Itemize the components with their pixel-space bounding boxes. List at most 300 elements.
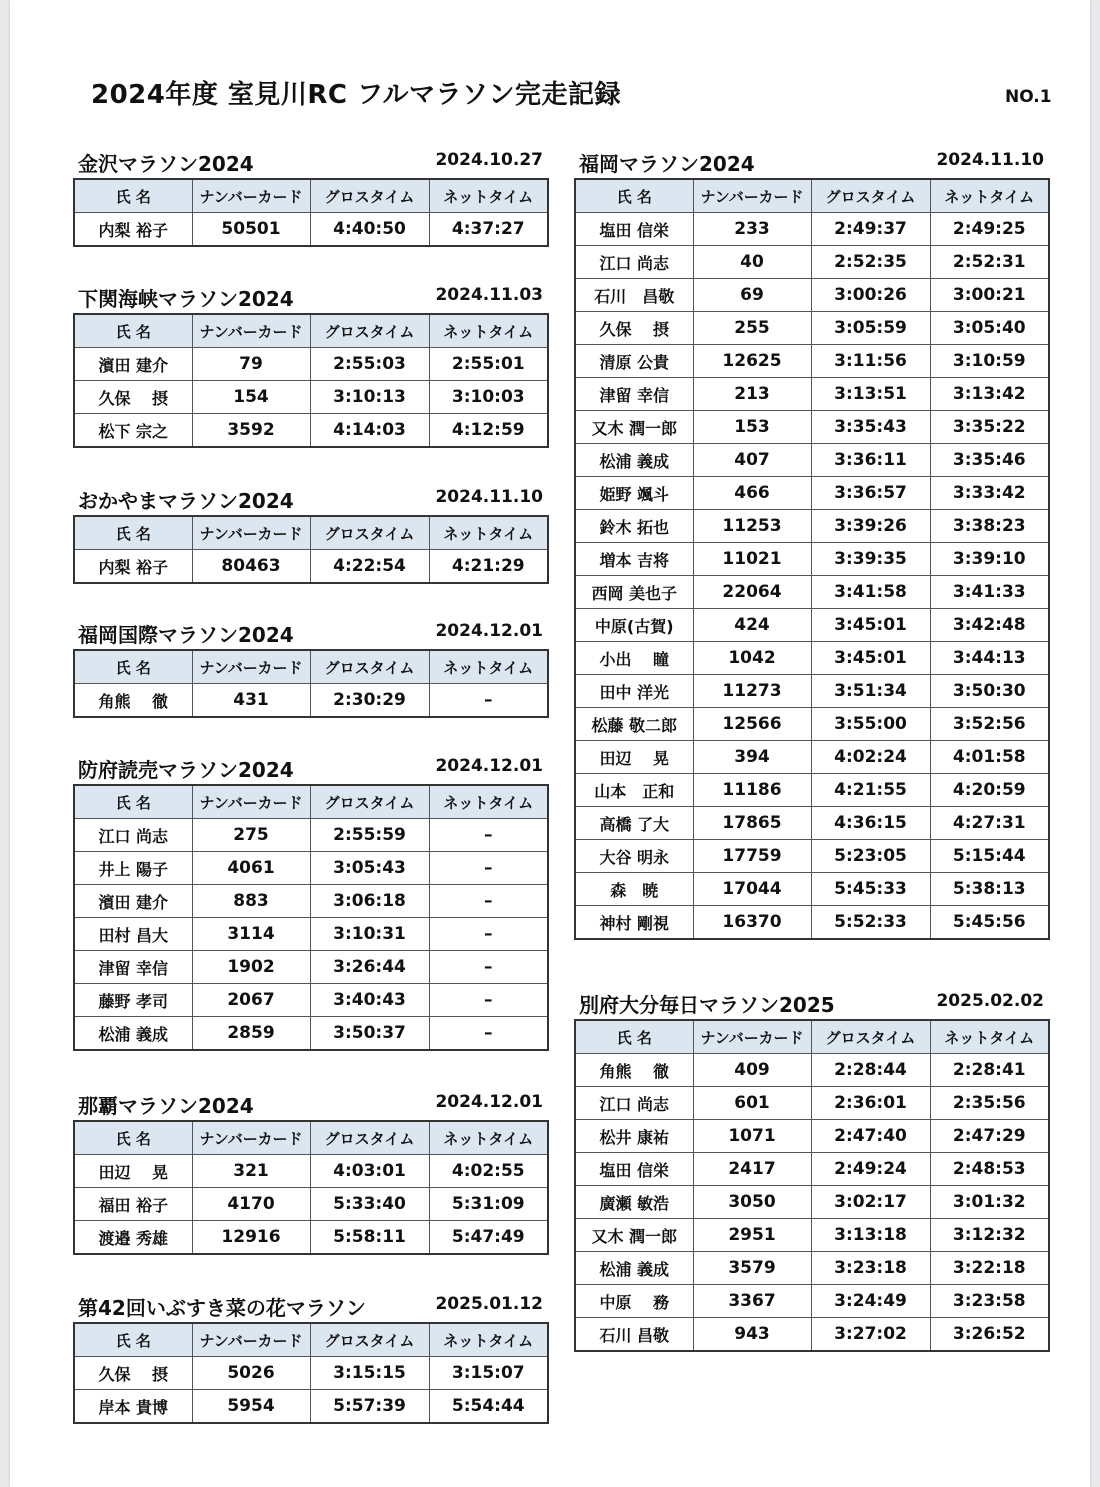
bib-number: 153 bbox=[693, 411, 811, 444]
gross-time: 2:30:29 bbox=[310, 684, 429, 718]
column-header: ネットタイム bbox=[429, 1323, 548, 1357]
race-header bbox=[73, 283, 547, 313]
table-row bbox=[575, 873, 1049, 906]
runner-name: 松浦 義成 bbox=[575, 444, 693, 477]
race-name: 金沢マラソン2024 bbox=[78, 152, 254, 176]
race-header bbox=[73, 754, 547, 784]
runner-name: 中原(古賀) bbox=[575, 609, 693, 642]
table-row bbox=[74, 414, 548, 448]
net-time: 3:44:13 bbox=[930, 642, 1049, 675]
bib-number: 22064 bbox=[693, 576, 811, 609]
gross-time: 3:13:51 bbox=[811, 378, 930, 411]
net-time: 5:45:56 bbox=[930, 906, 1049, 940]
race-block bbox=[73, 148, 547, 247]
gross-time: 3:05:43 bbox=[310, 852, 429, 885]
gross-time: 3:27:02 bbox=[811, 1318, 930, 1352]
runner-name: 久保 摂 bbox=[74, 381, 192, 414]
net-time: – bbox=[429, 885, 548, 918]
net-time: 3:35:46 bbox=[930, 444, 1049, 477]
net-time: 3:41:33 bbox=[930, 576, 1049, 609]
net-time: – bbox=[429, 984, 548, 1017]
column-header: グロスタイム bbox=[310, 1323, 429, 1357]
column-header: ナンバーカード bbox=[192, 1121, 310, 1155]
bib-number: 11273 bbox=[693, 675, 811, 708]
race-header bbox=[73, 1090, 547, 1120]
results-table bbox=[73, 313, 549, 448]
runner-name: 松藤 敬二郎 bbox=[575, 708, 693, 741]
column-header: ナンバーカード bbox=[693, 1020, 811, 1054]
runner-name: 又木 潤一郎 bbox=[575, 1219, 693, 1252]
bib-number: 4061 bbox=[192, 852, 310, 885]
bib-number: 79 bbox=[192, 348, 310, 381]
table-row bbox=[74, 684, 548, 718]
results-table bbox=[73, 515, 549, 584]
gross-time: 3:00:26 bbox=[811, 279, 930, 312]
net-time: 3:22:18 bbox=[930, 1252, 1049, 1285]
column-header: 氏 名 bbox=[74, 1121, 192, 1155]
runner-name: 江口 尚志 bbox=[74, 819, 192, 852]
column-header: ナンバーカード bbox=[693, 179, 811, 213]
gross-time: 3:15:15 bbox=[310, 1357, 429, 1390]
race-block bbox=[73, 1292, 547, 1424]
table-row bbox=[575, 312, 1049, 345]
runner-name: 久保 摂 bbox=[575, 312, 693, 345]
bib-number: 1071 bbox=[693, 1120, 811, 1153]
column-header: グロスタイム bbox=[310, 314, 429, 348]
runner-name: 増本 吉将 bbox=[575, 543, 693, 576]
race-header bbox=[73, 1292, 547, 1322]
net-time: 3:15:07 bbox=[429, 1357, 548, 1390]
table-row bbox=[74, 819, 548, 852]
runner-name: 角熊 徹 bbox=[575, 1054, 693, 1087]
bib-number: 3114 bbox=[192, 918, 310, 951]
net-time: 3:35:22 bbox=[930, 411, 1049, 444]
race-block bbox=[73, 619, 547, 718]
net-time: 2:35:56 bbox=[930, 1087, 1049, 1120]
net-time: – bbox=[429, 819, 548, 852]
runner-name: 内梨 裕子 bbox=[74, 550, 192, 584]
net-time: 3:13:42 bbox=[930, 378, 1049, 411]
runner-name: 田村 昌大 bbox=[74, 918, 192, 951]
table-row bbox=[575, 543, 1049, 576]
table-row bbox=[575, 576, 1049, 609]
gross-time: 2:36:01 bbox=[811, 1087, 930, 1120]
net-time: 5:38:13 bbox=[930, 873, 1049, 906]
gross-time: 3:10:13 bbox=[310, 381, 429, 414]
runner-name: 神村 剛視 bbox=[575, 906, 693, 940]
table-row bbox=[74, 984, 548, 1017]
table-row bbox=[575, 840, 1049, 873]
table-row bbox=[575, 1252, 1049, 1285]
gross-time: 3:36:11 bbox=[811, 444, 930, 477]
gross-time: 4:02:24 bbox=[811, 741, 930, 774]
gross-time: 3:41:58 bbox=[811, 576, 930, 609]
page-number: NO.1 bbox=[1005, 87, 1052, 107]
runner-name: 塩田 信栄 bbox=[575, 213, 693, 246]
gross-time: 4:36:15 bbox=[811, 807, 930, 840]
runner-name: 江口 尚志 bbox=[575, 1087, 693, 1120]
bib-number: 5026 bbox=[192, 1357, 310, 1390]
gross-time: 2:52:35 bbox=[811, 246, 930, 279]
column-header: ネットタイム bbox=[930, 1020, 1049, 1054]
table-row bbox=[74, 1357, 548, 1390]
gross-time: 5:57:39 bbox=[310, 1390, 429, 1424]
net-time: 3:10:03 bbox=[429, 381, 548, 414]
net-time: – bbox=[429, 684, 548, 718]
race-name: 第42回いぶすき菜の花マラソン bbox=[78, 1296, 366, 1320]
race-date: 2024.11.10 bbox=[936, 150, 1044, 170]
net-time: – bbox=[429, 852, 548, 885]
gross-time: 3:36:57 bbox=[811, 477, 930, 510]
runner-name: 西岡 美也子 bbox=[575, 576, 693, 609]
table-row bbox=[575, 345, 1049, 378]
gross-time: 4:40:50 bbox=[310, 213, 429, 247]
net-time: 3:01:32 bbox=[930, 1186, 1049, 1219]
column-header: ネットタイム bbox=[429, 314, 548, 348]
runner-name: 内梨 裕子 bbox=[74, 213, 192, 247]
bib-number: 12625 bbox=[693, 345, 811, 378]
gross-time: 2:55:59 bbox=[310, 819, 429, 852]
race-name: 福岡国際マラソン2024 bbox=[78, 623, 294, 647]
column-header: ナンバーカード bbox=[192, 314, 310, 348]
table-row bbox=[575, 1087, 1049, 1120]
table-row bbox=[575, 444, 1049, 477]
column-header: ナンバーカード bbox=[192, 650, 310, 684]
race-header bbox=[73, 485, 547, 515]
net-time: 3:38:23 bbox=[930, 510, 1049, 543]
table-row bbox=[575, 279, 1049, 312]
gross-time: 3:10:31 bbox=[310, 918, 429, 951]
bib-number: 3579 bbox=[693, 1252, 811, 1285]
column-header: 氏 名 bbox=[74, 314, 192, 348]
net-time: 4:27:31 bbox=[930, 807, 1049, 840]
runner-name: 渡邉 秀雄 bbox=[74, 1221, 192, 1255]
runner-name: 角熊 徹 bbox=[74, 684, 192, 718]
race-block bbox=[574, 148, 1048, 940]
net-time: – bbox=[429, 1017, 548, 1051]
table-row bbox=[575, 1186, 1049, 1219]
table-row bbox=[575, 378, 1049, 411]
race-date: 2024.12.01 bbox=[435, 1092, 543, 1112]
runner-name: 塩田 信栄 bbox=[575, 1153, 693, 1186]
table-row bbox=[575, 1054, 1049, 1087]
table-header-row bbox=[74, 314, 548, 348]
document-title: 2024年度 室見川RC フルマラソン完走記録 bbox=[91, 80, 622, 110]
runner-name: 福田 裕子 bbox=[74, 1188, 192, 1221]
table-row bbox=[74, 951, 548, 984]
column-header: グロスタイム bbox=[310, 516, 429, 550]
column-header: 氏 名 bbox=[575, 179, 693, 213]
table-row bbox=[575, 708, 1049, 741]
table-row bbox=[74, 213, 548, 247]
bib-number: 2067 bbox=[192, 984, 310, 1017]
table-row bbox=[74, 1017, 548, 1051]
bib-number: 394 bbox=[693, 741, 811, 774]
race-name: 下関海峡マラソン2024 bbox=[78, 287, 294, 311]
column-header: グロスタイム bbox=[310, 785, 429, 819]
table-row bbox=[575, 477, 1049, 510]
gross-time: 5:33:40 bbox=[310, 1188, 429, 1221]
table-row bbox=[74, 885, 548, 918]
bib-number: 5954 bbox=[192, 1390, 310, 1424]
runner-name: 久保 摂 bbox=[74, 1357, 192, 1390]
net-time: 3:12:32 bbox=[930, 1219, 1049, 1252]
gross-time: 3:51:34 bbox=[811, 675, 930, 708]
column-header: グロスタイム bbox=[310, 650, 429, 684]
bib-number: 255 bbox=[693, 312, 811, 345]
table-row bbox=[575, 741, 1049, 774]
gross-time: 3:50:37 bbox=[310, 1017, 429, 1051]
net-time: 4:20:59 bbox=[930, 774, 1049, 807]
results-table bbox=[574, 178, 1050, 940]
net-time: 3:50:30 bbox=[930, 675, 1049, 708]
net-time: 2:28:41 bbox=[930, 1054, 1049, 1087]
gross-time: 3:40:43 bbox=[310, 984, 429, 1017]
runner-name: 姫野 颯斗 bbox=[575, 477, 693, 510]
net-time: 2:48:53 bbox=[930, 1153, 1049, 1186]
bib-number: 943 bbox=[693, 1318, 811, 1352]
net-time: 4:12:59 bbox=[429, 414, 548, 448]
table-row bbox=[575, 213, 1049, 246]
table-row bbox=[575, 642, 1049, 675]
gross-time: 3:06:18 bbox=[310, 885, 429, 918]
bib-number: 12916 bbox=[192, 1221, 310, 1255]
column-header: ネットタイム bbox=[429, 650, 548, 684]
runner-name: 田中 洋光 bbox=[575, 675, 693, 708]
race-block bbox=[73, 283, 547, 448]
runner-name: 高橋 了大 bbox=[575, 807, 693, 840]
net-time: 3:05:40 bbox=[930, 312, 1049, 345]
results-table bbox=[73, 649, 549, 718]
runner-name: 井上 陽子 bbox=[74, 852, 192, 885]
results-table bbox=[73, 1322, 549, 1424]
column-header: ナンバーカード bbox=[192, 1323, 310, 1357]
runner-name: 小出 瞳 bbox=[575, 642, 693, 675]
column-header: 氏 名 bbox=[74, 1323, 192, 1357]
table-row bbox=[74, 348, 548, 381]
runner-name: 津留 幸信 bbox=[74, 951, 192, 984]
gross-time: 3:55:00 bbox=[811, 708, 930, 741]
column-header: ナンバーカード bbox=[192, 785, 310, 819]
net-time: 5:31:09 bbox=[429, 1188, 548, 1221]
column-header: グロスタイム bbox=[310, 179, 429, 213]
table-header-row bbox=[74, 650, 548, 684]
results-table bbox=[73, 178, 549, 247]
column-header: ネットタイム bbox=[930, 179, 1049, 213]
net-time: 3:26:52 bbox=[930, 1318, 1049, 1352]
column-header: ナンバーカード bbox=[192, 516, 310, 550]
bib-number: 40 bbox=[693, 246, 811, 279]
bib-number: 883 bbox=[192, 885, 310, 918]
net-time: 4:37:27 bbox=[429, 213, 548, 247]
race-block bbox=[73, 754, 547, 1051]
bib-number: 17759 bbox=[693, 840, 811, 873]
race-date: 2024.12.01 bbox=[435, 756, 543, 776]
race-date: 2025.01.12 bbox=[435, 1294, 543, 1314]
table-row bbox=[575, 1318, 1049, 1352]
bib-number: 3367 bbox=[693, 1285, 811, 1318]
net-time: 4:21:29 bbox=[429, 550, 548, 584]
runner-name: 岸本 貴博 bbox=[74, 1390, 192, 1424]
runner-name: 山本 正和 bbox=[575, 774, 693, 807]
runner-name: 石川 昌敬 bbox=[575, 279, 693, 312]
bib-number: 275 bbox=[192, 819, 310, 852]
gross-time: 3:26:44 bbox=[310, 951, 429, 984]
bib-number: 2417 bbox=[693, 1153, 811, 1186]
race-block bbox=[73, 485, 547, 584]
bib-number: 466 bbox=[693, 477, 811, 510]
runner-name: 中原 務 bbox=[575, 1285, 693, 1318]
gross-time: 3:05:59 bbox=[811, 312, 930, 345]
gross-time: 5:58:11 bbox=[310, 1221, 429, 1255]
net-time: 5:15:44 bbox=[930, 840, 1049, 873]
table-header-row bbox=[74, 785, 548, 819]
table-row bbox=[575, 675, 1049, 708]
bib-number: 50501 bbox=[192, 213, 310, 247]
runner-name: 石川 昌敬 bbox=[575, 1318, 693, 1352]
net-time: 2:52:31 bbox=[930, 246, 1049, 279]
bib-number: 601 bbox=[693, 1087, 811, 1120]
table-row bbox=[575, 774, 1049, 807]
runner-name: 松浦 義成 bbox=[575, 1252, 693, 1285]
net-time: 4:02:55 bbox=[429, 1155, 548, 1188]
gross-time: 2:28:44 bbox=[811, 1054, 930, 1087]
net-time: 3:23:58 bbox=[930, 1285, 1049, 1318]
gross-time: 3:45:01 bbox=[811, 609, 930, 642]
gross-time: 2:55:03 bbox=[310, 348, 429, 381]
column-header: グロスタイム bbox=[310, 1121, 429, 1155]
runner-name: 松井 康祐 bbox=[575, 1120, 693, 1153]
bib-number: 17044 bbox=[693, 873, 811, 906]
net-time: 4:01:58 bbox=[930, 741, 1049, 774]
net-time: 3:33:42 bbox=[930, 477, 1049, 510]
table-row bbox=[74, 1390, 548, 1424]
runner-name: 清原 公貴 bbox=[575, 345, 693, 378]
race-date: 2024.10.27 bbox=[435, 150, 543, 170]
gross-time: 4:21:55 bbox=[811, 774, 930, 807]
gross-time: 3:39:35 bbox=[811, 543, 930, 576]
bib-number: 213 bbox=[693, 378, 811, 411]
bib-number: 11253 bbox=[693, 510, 811, 543]
results-table bbox=[73, 784, 549, 1051]
column-header: ネットタイム bbox=[429, 1121, 548, 1155]
gross-time: 3:13:18 bbox=[811, 1219, 930, 1252]
net-time: 2:55:01 bbox=[429, 348, 548, 381]
table-header-row bbox=[74, 179, 548, 213]
column-header: 氏 名 bbox=[575, 1020, 693, 1054]
bib-number: 1902 bbox=[192, 951, 310, 984]
bib-number: 69 bbox=[693, 279, 811, 312]
bib-number: 11021 bbox=[693, 543, 811, 576]
bib-number: 17865 bbox=[693, 807, 811, 840]
table-header-row bbox=[575, 179, 1049, 213]
race-date: 2025.02.02 bbox=[936, 991, 1044, 1011]
net-time: 5:47:49 bbox=[429, 1221, 548, 1255]
runner-name: 大谷 明永 bbox=[575, 840, 693, 873]
gross-time: 5:52:33 bbox=[811, 906, 930, 940]
column-header: 氏 名 bbox=[74, 179, 192, 213]
bib-number: 2859 bbox=[192, 1017, 310, 1051]
bib-number: 431 bbox=[192, 684, 310, 718]
table-row bbox=[74, 918, 548, 951]
race-date: 2024.12.01 bbox=[435, 621, 543, 641]
runner-name: 鈴木 拓也 bbox=[575, 510, 693, 543]
runner-name: 津留 幸信 bbox=[575, 378, 693, 411]
column-header: ネットタイム bbox=[429, 785, 548, 819]
table-row bbox=[575, 246, 1049, 279]
table-row bbox=[74, 1221, 548, 1255]
table-row bbox=[575, 510, 1049, 543]
document-page bbox=[10, 0, 1090, 1487]
gross-time: 3:39:26 bbox=[811, 510, 930, 543]
net-time: – bbox=[429, 918, 548, 951]
runner-name: 濱田 建介 bbox=[74, 885, 192, 918]
net-time: 3:52:56 bbox=[930, 708, 1049, 741]
gross-time: 3:11:56 bbox=[811, 345, 930, 378]
gross-time: 2:49:37 bbox=[811, 213, 930, 246]
table-header-row bbox=[74, 1121, 548, 1155]
race-name: 那覇マラソン2024 bbox=[78, 1094, 254, 1118]
runner-name: 松下 宗之 bbox=[74, 414, 192, 448]
runner-name: 江口 尚志 bbox=[575, 246, 693, 279]
table-header-row bbox=[74, 1323, 548, 1357]
table-row bbox=[575, 807, 1049, 840]
race-header bbox=[574, 989, 1048, 1019]
bib-number: 4170 bbox=[192, 1188, 310, 1221]
gross-time: 2:47:40 bbox=[811, 1120, 930, 1153]
table-header-row bbox=[575, 1020, 1049, 1054]
gross-time: 3:45:01 bbox=[811, 642, 930, 675]
table-row bbox=[74, 381, 548, 414]
gross-time: 2:49:24 bbox=[811, 1153, 930, 1186]
column-header: 氏 名 bbox=[74, 785, 192, 819]
table-row bbox=[74, 1188, 548, 1221]
gross-time: 4:03:01 bbox=[310, 1155, 429, 1188]
bib-number: 12566 bbox=[693, 708, 811, 741]
gross-time: 4:22:54 bbox=[310, 550, 429, 584]
table-row bbox=[575, 609, 1049, 642]
gross-time: 5:45:33 bbox=[811, 873, 930, 906]
table-row bbox=[575, 1219, 1049, 1252]
runner-name: 田辺 晃 bbox=[74, 1155, 192, 1188]
race-name: おかやまマラソン2024 bbox=[78, 489, 294, 513]
column-header: 氏 名 bbox=[74, 516, 192, 550]
column-header: 氏 名 bbox=[74, 650, 192, 684]
column-header: ネットタイム bbox=[429, 516, 548, 550]
race-name: 防府読売マラソン2024 bbox=[78, 758, 294, 782]
results-table bbox=[73, 1120, 549, 1255]
table-row bbox=[575, 1285, 1049, 1318]
race-date: 2024.11.10 bbox=[435, 487, 543, 507]
bib-number: 154 bbox=[192, 381, 310, 414]
net-time: 2:47:29 bbox=[930, 1120, 1049, 1153]
net-time: – bbox=[429, 951, 548, 984]
race-name: 福岡マラソン2024 bbox=[579, 152, 755, 176]
gross-time: 3:35:43 bbox=[811, 411, 930, 444]
results-table bbox=[574, 1019, 1050, 1352]
gross-time: 3:23:18 bbox=[811, 1252, 930, 1285]
bib-number: 1042 bbox=[693, 642, 811, 675]
race-header bbox=[73, 148, 547, 178]
table-row bbox=[575, 906, 1049, 940]
column-header: グロスタイム bbox=[811, 179, 930, 213]
bib-number: 11186 bbox=[693, 774, 811, 807]
bib-number: 2951 bbox=[693, 1219, 811, 1252]
gross-time: 3:02:17 bbox=[811, 1186, 930, 1219]
column-header: グロスタイム bbox=[811, 1020, 930, 1054]
bib-number: 233 bbox=[693, 213, 811, 246]
table-row bbox=[575, 1120, 1049, 1153]
